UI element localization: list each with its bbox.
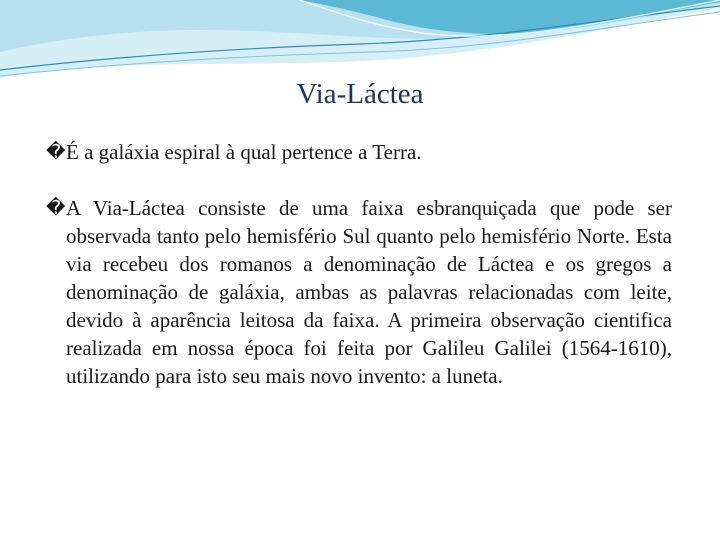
bullet-text: É a galáxia espiral à qual pertence a Terra.	[66, 140, 422, 164]
bullet-glyph-icon: �	[46, 141, 66, 163]
slide-title: Via-Láctea	[296, 78, 424, 110]
bullet-item	[46, 138, 672, 166]
bullet-item	[46, 194, 672, 390]
bullet-list	[46, 138, 672, 390]
bullet-text: A Via-Láctea consiste de uma faixa esbranquiçada que pode ser observada tanto pelo hemisfério Sul quanto pelo hemisfério Norte. Esta via recebeu dos romanos a denominação de Láctea e os gregos a denominação de galáxia, ambas as palavras relacionadas com leite, devido à aparência leitosa da faixa. A primeira observação cientifica realizada em nossa época foi feita por Galileu Galilei (1564-1610), utilizando para isto seu mais novo invento: a luneta.	[66, 196, 672, 388]
bullet-glyph-icon: �	[46, 197, 66, 219]
